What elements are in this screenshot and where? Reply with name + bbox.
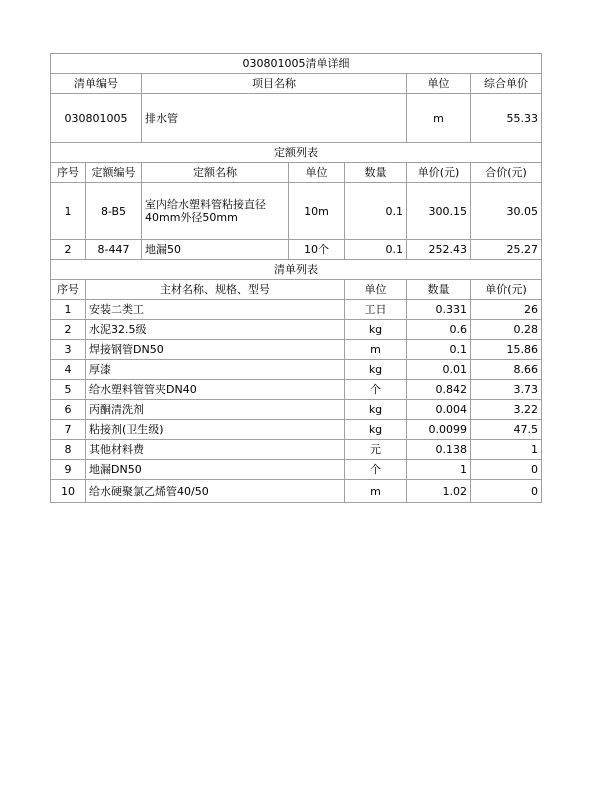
quota-qty: 0.1 [345, 240, 407, 260]
material-unit: 元 [345, 440, 407, 460]
bill-detail-sheet [50, 53, 541, 503]
quota-code: 8-B5 [86, 183, 142, 240]
material-row [51, 420, 542, 440]
material-no: 5 [51, 380, 86, 400]
material-name: 丙酮清洗剂 [86, 400, 345, 420]
material-name: 安装二类工 [86, 300, 345, 320]
material-name: 水泥32.5级 [86, 320, 345, 340]
material-no: 7 [51, 420, 86, 440]
bill-unit-header: 单位 [407, 74, 471, 94]
quota-header-total: 合价(元) [471, 163, 542, 183]
bill-name-header: 项目名称 [142, 74, 407, 94]
bill-detail-table [50, 53, 542, 503]
material-name: 地漏DN50 [86, 460, 345, 480]
quota-no: 2 [51, 240, 86, 260]
material-name: 厚漆 [86, 360, 345, 380]
bill-code-header: 清单编号 [51, 74, 142, 94]
material-row [51, 340, 542, 360]
material-name: 其他材料费 [86, 440, 345, 460]
material-price: 1 [471, 440, 542, 460]
material-no: 3 [51, 340, 86, 360]
material-unit: 个 [345, 460, 407, 480]
quota-header-unit: 单位 [289, 163, 345, 183]
quota-price: 252.43 [407, 240, 471, 260]
material-row [51, 460, 542, 480]
material-row [51, 440, 542, 460]
material-no: 6 [51, 400, 86, 420]
material-price: 0 [471, 480, 542, 503]
material-unit: 个 [345, 380, 407, 400]
quota-total: 30.05 [471, 183, 542, 240]
material-row [51, 400, 542, 420]
material-qty: 0.6 [407, 320, 471, 340]
material-name: 焊接钢管DN50 [86, 340, 345, 360]
bill-code: 030801005 [51, 94, 142, 143]
quota-header-name: 定额名称 [142, 163, 289, 183]
material-price: 15.86 [471, 340, 542, 360]
material-row [51, 360, 542, 380]
quota-header-no: 序号 [51, 163, 86, 183]
material-name: 给水塑料管管夹DN40 [86, 380, 345, 400]
quota-name: 室内给水塑料管粘接直径40mm外径50mm [142, 183, 289, 240]
material-name: 给水硬聚氯乙烯管40/50 [86, 480, 345, 503]
material-no: 1 [51, 300, 86, 320]
bill-unit: m [407, 94, 471, 143]
materials-header-unit: 单位 [345, 280, 407, 300]
material-qty: 0.004 [407, 400, 471, 420]
quota-total: 25.27 [471, 240, 542, 260]
material-name: 粘接剂(卫生级) [86, 420, 345, 440]
material-unit: kg [345, 400, 407, 420]
bill-name: 排水管 [142, 94, 407, 143]
quota-name: 地漏50 [142, 240, 289, 260]
material-row [51, 320, 542, 340]
material-no: 2 [51, 320, 86, 340]
materials-header-name: 主材名称、规格、型号 [86, 280, 345, 300]
quota-row [51, 183, 542, 240]
bill-price-header: 综合单价 [471, 74, 542, 94]
quota-no: 1 [51, 183, 86, 240]
material-row [51, 480, 542, 503]
quota-header-qty: 数量 [345, 163, 407, 183]
material-unit: kg [345, 420, 407, 440]
quota-section-title: 定额列表 [51, 143, 542, 163]
material-qty: 0.138 [407, 440, 471, 460]
material-qty: 1 [407, 460, 471, 480]
quota-unit: 10个 [289, 240, 345, 260]
material-qty: 0.331 [407, 300, 471, 320]
material-no: 10 [51, 480, 86, 503]
material-price: 3.73 [471, 380, 542, 400]
material-price: 47.5 [471, 420, 542, 440]
material-price: 26 [471, 300, 542, 320]
quota-row [51, 240, 542, 260]
material-price: 0 [471, 460, 542, 480]
materials-section-title: 清单列表 [51, 260, 542, 280]
material-unit: kg [345, 320, 407, 340]
sheet-title: 030801005清单详细 [51, 54, 542, 74]
material-unit: m [345, 480, 407, 503]
bill-price: 55.33 [471, 94, 542, 143]
quota-header-price: 单价(元) [407, 163, 471, 183]
material-no: 8 [51, 440, 86, 460]
quota-price: 300.15 [407, 183, 471, 240]
material-qty: 0.01 [407, 360, 471, 380]
quota-qty: 0.1 [345, 183, 407, 240]
material-qty: 1.02 [407, 480, 471, 503]
material-row [51, 300, 542, 320]
material-price: 0.28 [471, 320, 542, 340]
quota-header-code: 定额编号 [86, 163, 142, 183]
material-qty: 0.842 [407, 380, 471, 400]
material-row [51, 380, 542, 400]
materials-header-qty: 数量 [407, 280, 471, 300]
quota-unit: 10m [289, 183, 345, 240]
quota-code: 8-447 [86, 240, 142, 260]
material-unit: kg [345, 360, 407, 380]
materials-header-no: 序号 [51, 280, 86, 300]
material-unit: 工日 [345, 300, 407, 320]
material-price: 8.66 [471, 360, 542, 380]
material-no: 4 [51, 360, 86, 380]
materials-header-price: 单价(元) [471, 280, 542, 300]
material-qty: 0.1 [407, 340, 471, 360]
material-price: 3.22 [471, 400, 542, 420]
material-qty: 0.0099 [407, 420, 471, 440]
material-no: 9 [51, 460, 86, 480]
material-unit: m [345, 340, 407, 360]
